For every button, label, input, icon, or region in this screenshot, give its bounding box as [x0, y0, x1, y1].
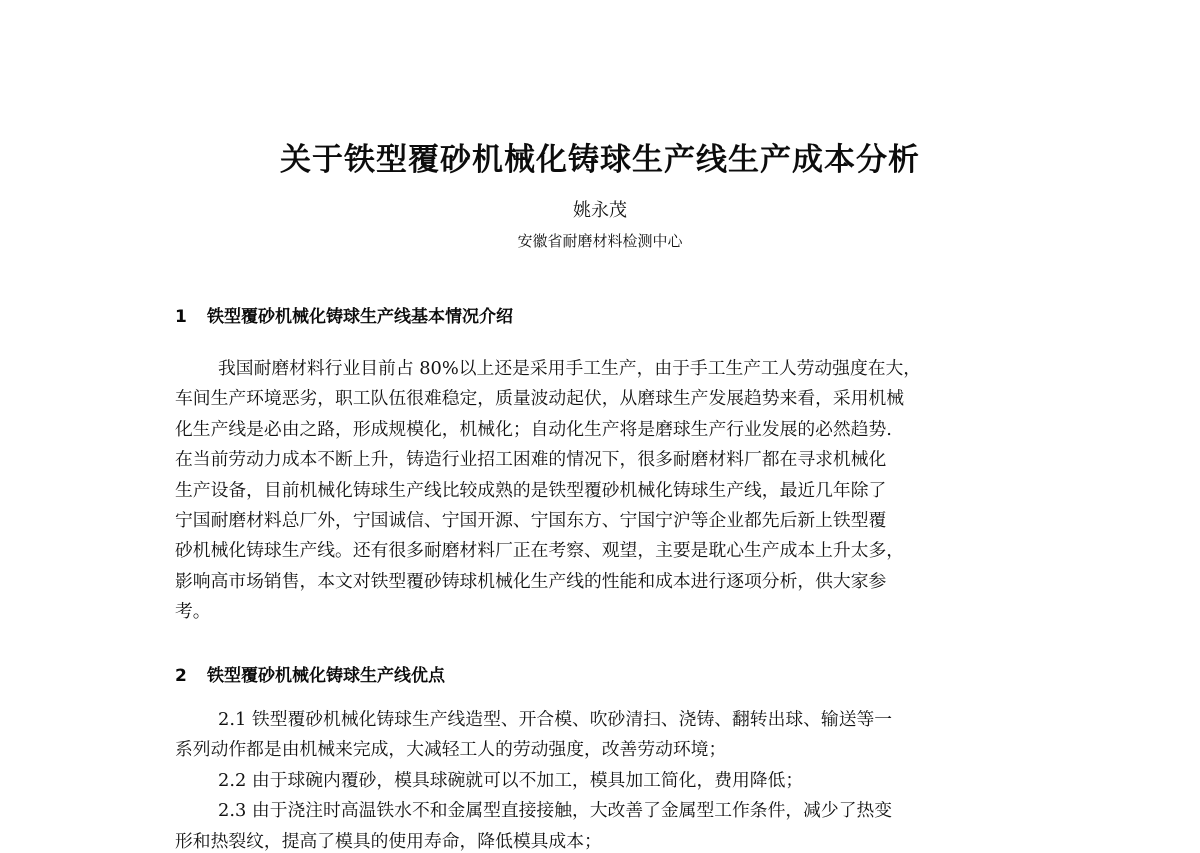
author-name: 姚永茂 — [573, 200, 627, 221]
section-1-paragraph — [175, 354, 1005, 628]
paragraph-line: 化生产线是必由之路，形成规模化，机械化；自动化生产将是磨球生产行业发展的必然趋势. — [175, 418, 892, 440]
section-title: 铁型覆砂机械化铸球生产线优点 — [207, 666, 445, 686]
item-2-1-line: 2.1 铁型覆砂机械化铸球生产线造型、开合模、吹砂清扫、浇铸、翻转出球、输送等一 — [218, 709, 893, 730]
item-2-3-line: 2.3 由于浇注时高温铁水不和金属型直接接触，大改善了金属型工作条件，减少了热变 — [218, 800, 893, 822]
paragraph-line: 在当前劳动力成本不断上升，铸造行业招工困难的情况下，很多耐磨材料厂都在寻求机械化 — [175, 449, 887, 471]
paragraph-line: 车间生产环境恶劣，职工队伍很难稳定，质量波动起伏，从磨球生产发展趋势来看，采用机械 — [175, 388, 905, 410]
paragraph-line: 宁国耐磨材料总厂外，宁国诚信、宁国开源、宁国东方、宁国宁沪等企业都先后新上铁型覆 — [175, 510, 887, 532]
section-title: 铁型覆砂机械化铸球生产线基本情况介绍 — [207, 307, 513, 327]
section-2-heading — [175, 664, 445, 688]
paragraph-line: 生产设备，目前机械化铸球生产线比较成熟的是铁型覆砂机械化铸球生产线，最近几年除了 — [175, 479, 887, 501]
item-2-3-line: 形和热裂纹，提高了模具的使用寿命，降低模具成本； — [175, 830, 602, 852]
paper-title: 关于铁型覆砂机械化铸球生产线生产成本分析 — [280, 142, 920, 178]
author-affiliation: 安徽省耐磨材料检测中心 — [517, 232, 683, 250]
section-number: 1 — [175, 307, 187, 327]
paragraph-line: 考。 — [175, 601, 211, 623]
item-2-2-line: 2.2 由于球碗内覆砂，模具球碗就可以不加工，模具加工简化，费用降低； — [218, 769, 804, 791]
section-number: 2 — [175, 666, 187, 686]
paragraph-line: 砂机械化铸球生产线。还有很多耐磨材料厂正在考察、观望，主要是耽心生产成本上升太多， — [175, 540, 905, 562]
section-1-heading — [175, 305, 513, 329]
section-2-items — [175, 705, 1005, 853]
paragraph-line: 影响高市场销售，本文对铁型覆砂铸球机械化生产线的性能和成本进行逐项分析，供大家参 — [175, 570, 887, 592]
item-2-1-line: 系列动作都是由机械来完成，大减轻工人的劳动强度，改善劳动环境； — [175, 739, 727, 761]
paragraph-line: 我国耐磨材料行业目前占 80%以上还是采用手工生产，由于手工生产工人劳动强度在大， — [218, 358, 922, 379]
